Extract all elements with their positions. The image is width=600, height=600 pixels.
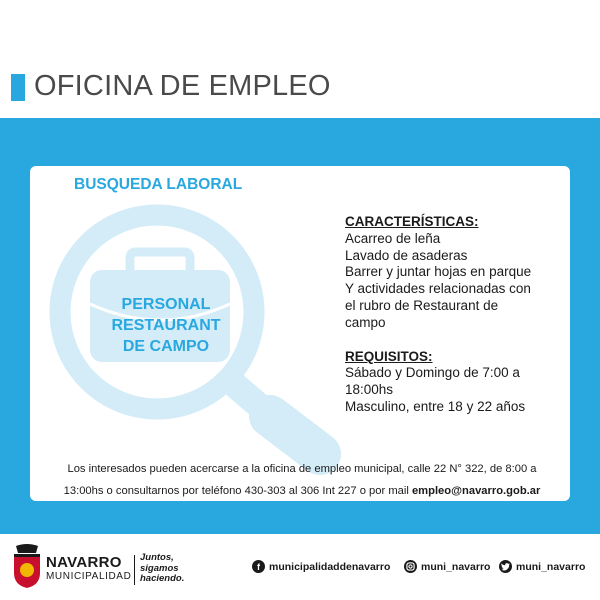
twitter-icon — [499, 560, 512, 573]
characteristic-item: el rubro de Restaurant de — [345, 297, 499, 313]
contact-email-link[interactable]: empleo@navarro.gob.ar — [411, 485, 541, 497]
job-title-line: DE CAMPO — [122, 338, 210, 355]
brand-subtitle: MUNICIPALIDAD — [46, 571, 132, 582]
characteristic-item: campo — [345, 314, 386, 330]
instagram-handle: muni_navarro — [421, 560, 491, 573]
contact-info — [52, 458, 552, 501]
job-details — [345, 214, 555, 416]
card-title: BUSQUEDA LABORAL — [74, 176, 243, 193]
facebook-handle: municipalidaddenavarro — [269, 560, 391, 573]
header-accent-bar — [11, 74, 25, 101]
requirement-item: Sábado y Domingo de 7:00 a — [345, 365, 520, 381]
job-title-line: PERSONAL — [121, 296, 211, 313]
requirement-item: Masculino, entre 18 y 22 años — [345, 398, 526, 414]
characteristics-heading: CARACTERÍSTICAS: — [345, 214, 479, 229]
brand-divider — [134, 555, 135, 585]
job-title — [96, 294, 236, 357]
instagram-link[interactable] — [404, 560, 490, 573]
facebook-link[interactable] — [252, 560, 390, 573]
twitter-handle: muni_navarro — [516, 560, 586, 573]
twitter-link[interactable] — [499, 560, 585, 573]
characteristic-item: Lavado de asaderas — [345, 247, 468, 263]
brand-name: NAVARRO — [46, 554, 122, 571]
municipal-shield-logo — [12, 543, 42, 589]
characteristic-item: Acarreo de leña — [345, 230, 441, 246]
page-title: OFICINA DE EMPLEO — [34, 70, 331, 102]
requirements-heading: REQUISITOS: — [345, 348, 433, 364]
brand-slogan — [140, 553, 184, 585]
instagram-icon — [404, 560, 417, 573]
characteristic-item: Barrer y juntar hojas en parque — [345, 264, 532, 280]
job-title-line: RESTAURANT — [111, 317, 221, 334]
job-card — [30, 166, 570, 501]
characteristic-item: Y actividades relacionadas con — [345, 281, 531, 297]
contact-text: Los interesados pueden acercarse a la oficina de empleo municipal, calle 22 N° 322, de 8:00 a 13:00hs o consultarnos por teléfono 430-303 al 306 Int 227 o por mail — [63, 463, 537, 497]
requirement-item: 18:00hs — [345, 382, 394, 398]
slogan-line: Juntos, — [140, 552, 174, 563]
facebook-icon: f — [252, 560, 265, 573]
slogan-line: haciendo. — [140, 573, 185, 584]
slogan-line: sigamos — [140, 562, 179, 574]
